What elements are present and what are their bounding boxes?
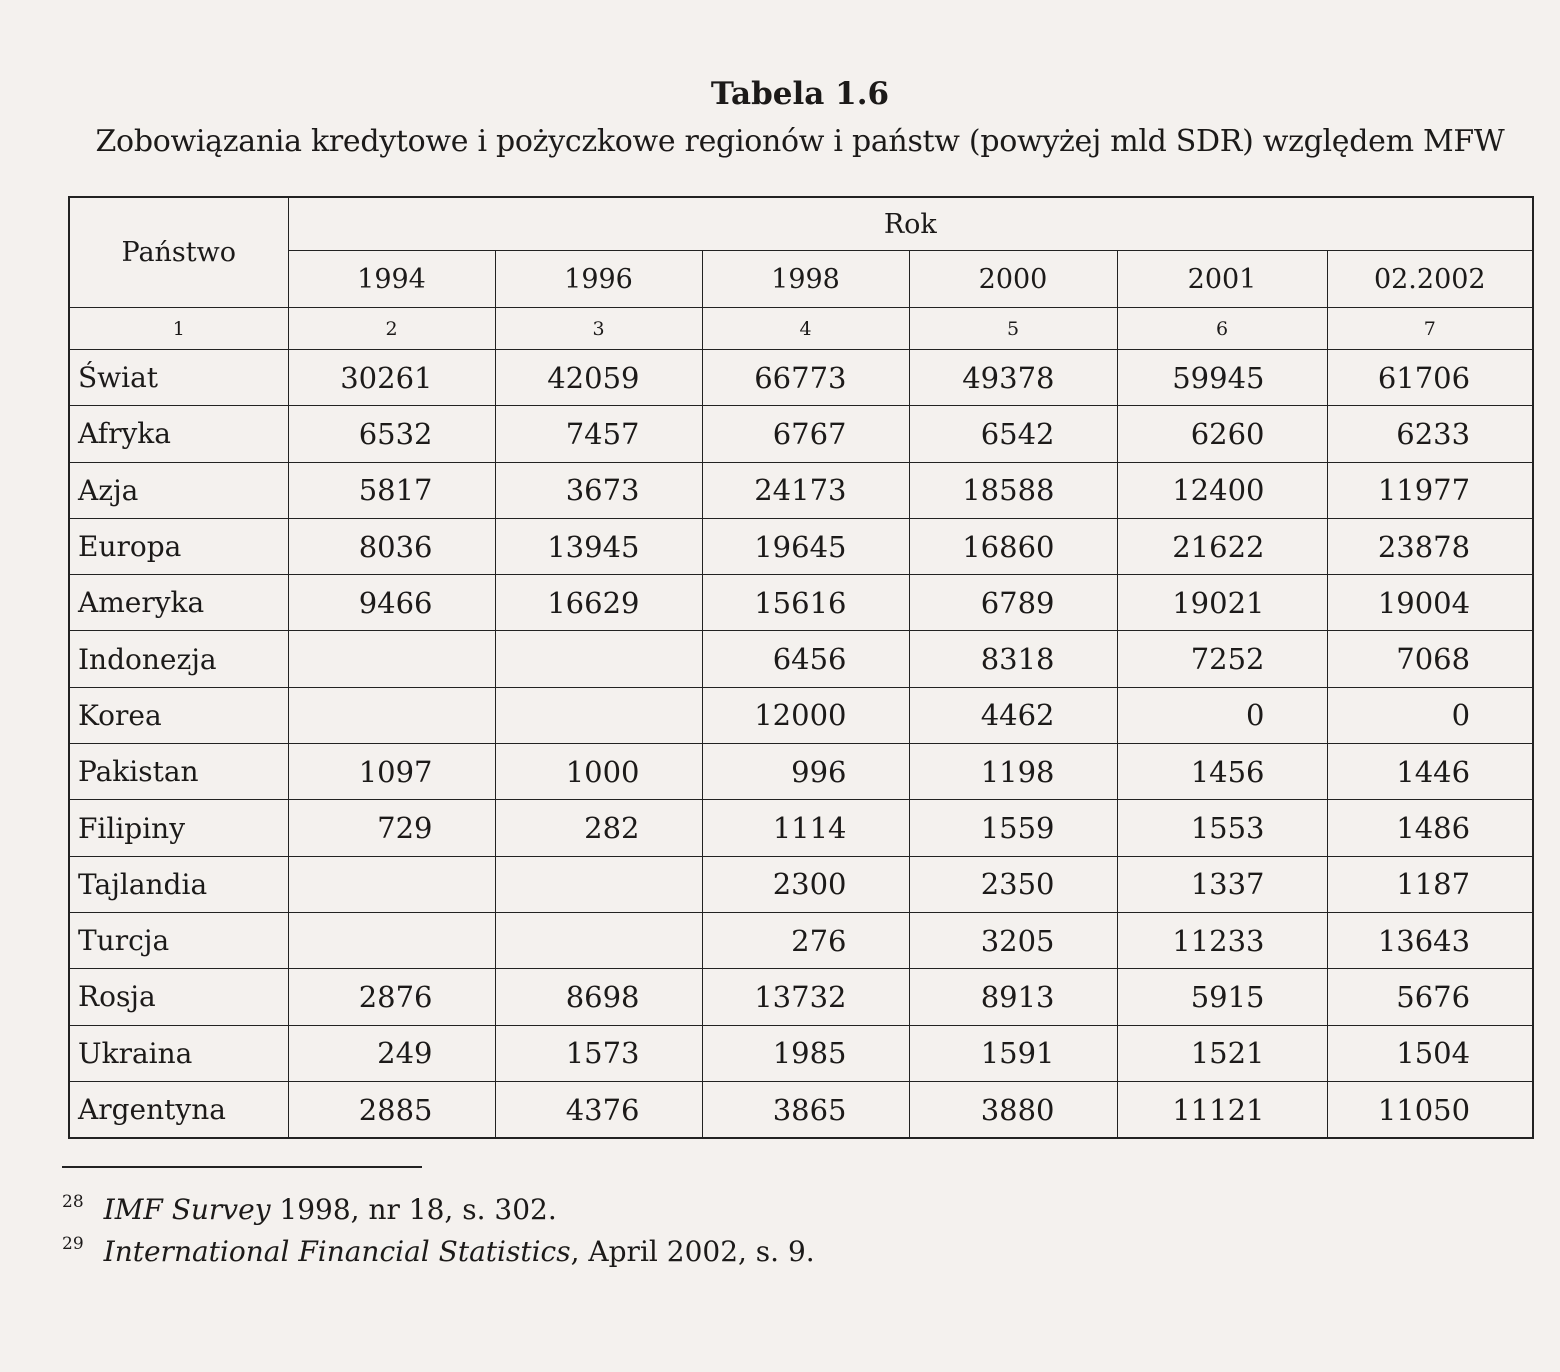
table-cell: 3880 [909, 1081, 1117, 1138]
table-cell: 1591 [909, 1025, 1117, 1081]
table-cell: 1559 [909, 800, 1117, 856]
table-cell: 15616 [702, 575, 909, 631]
table-cell: 1486 [1327, 800, 1533, 856]
table-cell: 61706 [1327, 350, 1533, 406]
table-cell: 42059 [495, 350, 702, 406]
column-number-row [69, 308, 1533, 350]
row-label: Filipiny [69, 800, 288, 856]
table-cell: 11121 [1117, 1081, 1327, 1138]
footnote-marker: 28 [62, 1192, 84, 1212]
table-cell: 8318 [909, 631, 1117, 687]
table-subtitle: Zobowiązania kredytowe i pożyczkowe regionów i państw (powyżej mld SDR) względem MFW [95, 124, 1505, 159]
table-cell: 1337 [1117, 856, 1327, 912]
table-row [69, 1081, 1533, 1138]
column-number: 4 [702, 308, 909, 350]
table-row [69, 800, 1533, 856]
table-row [69, 406, 1533, 462]
footnote-divider [62, 1166, 422, 1168]
table-cell: 59945 [1117, 350, 1327, 406]
year-header: 1998 [702, 251, 909, 308]
table-cell: 2300 [702, 856, 909, 912]
table-row [69, 744, 1533, 800]
row-label: Argentyna [69, 1081, 288, 1138]
year-header: 1996 [495, 251, 702, 308]
row-label: Korea [69, 687, 288, 743]
table-cell: 2876 [288, 969, 495, 1025]
column-number: 5 [909, 308, 1117, 350]
table-title: Tabela 1.6 [710, 76, 890, 112]
table-cell: 11050 [1327, 1081, 1533, 1138]
table-cell [495, 856, 702, 912]
table-cell: 30261 [288, 350, 495, 406]
table-cell: 1456 [1117, 744, 1327, 800]
table-cell: 1573 [495, 1025, 702, 1081]
table-cell: 249 [288, 1025, 495, 1081]
row-label: Europa [69, 518, 288, 574]
table-cell: 66773 [702, 350, 909, 406]
table-cell: 12000 [702, 687, 909, 743]
table-cell [495, 912, 702, 968]
year-group-header: Rok [288, 197, 1533, 251]
footnote [62, 1192, 557, 1226]
table-cell: 4462 [909, 687, 1117, 743]
table-cell: 13732 [702, 969, 909, 1025]
table-row [69, 1025, 1533, 1081]
table-cell: 5817 [288, 462, 495, 518]
row-label: Rosja [69, 969, 288, 1025]
table-cell: 1114 [702, 800, 909, 856]
table-cell: 13643 [1327, 912, 1533, 968]
table-cell: 1504 [1327, 1025, 1533, 1081]
table-cell [495, 631, 702, 687]
table-cell: 8698 [495, 969, 702, 1025]
row-label: Pakistan [69, 744, 288, 800]
row-label: Świat [69, 350, 288, 406]
table-cell [288, 856, 495, 912]
table-cell: 729 [288, 800, 495, 856]
table-row [69, 856, 1533, 912]
table-cell: 3865 [702, 1081, 909, 1138]
table-cell: 5676 [1327, 969, 1533, 1025]
footnote-marker: 29 [62, 1234, 84, 1254]
header-row-years [69, 251, 1533, 308]
table-row [69, 631, 1533, 687]
table-cell: 6233 [1327, 406, 1533, 462]
table-cell: 996 [702, 744, 909, 800]
table-row [69, 518, 1533, 574]
table-cell: 9466 [288, 575, 495, 631]
table-cell: 18588 [909, 462, 1117, 518]
table-cell: 3205 [909, 912, 1117, 968]
row-label: Azja [69, 462, 288, 518]
table-cell: 0 [1117, 687, 1327, 743]
table-row [69, 912, 1533, 968]
column-number: 7 [1327, 308, 1533, 350]
table-cell: 49378 [909, 350, 1117, 406]
table-cell: 7252 [1117, 631, 1327, 687]
table-cell: 11233 [1117, 912, 1327, 968]
table-cell: 13945 [495, 518, 702, 574]
table-cell: 23878 [1327, 518, 1533, 574]
table-cell: 1553 [1117, 800, 1327, 856]
table-cell: 5915 [1117, 969, 1327, 1025]
row-label: Turcja [69, 912, 288, 968]
table-cell: 4376 [495, 1081, 702, 1138]
table-cell: 19021 [1117, 575, 1327, 631]
table-row [69, 350, 1533, 406]
year-header: 1994 [288, 251, 495, 308]
table-cell: 6789 [909, 575, 1117, 631]
table-cell: 7068 [1327, 631, 1533, 687]
table-cell: 1187 [1327, 856, 1533, 912]
table-row [69, 969, 1533, 1025]
table-cell: 1446 [1327, 744, 1533, 800]
state-column-header: Państwo [69, 197, 288, 308]
table-cell: 12400 [1117, 462, 1327, 518]
table-cell [495, 687, 702, 743]
table-cell: 1521 [1117, 1025, 1327, 1081]
table-row [69, 575, 1533, 631]
table-cell: 1985 [702, 1025, 909, 1081]
row-label: Tajlandia [69, 856, 288, 912]
table-cell: 2885 [288, 1081, 495, 1138]
row-label: Indonezja [69, 631, 288, 687]
header-row-group [69, 197, 1533, 251]
table-cell: 6767 [702, 406, 909, 462]
table-cell [288, 631, 495, 687]
table-cell: 2350 [909, 856, 1117, 912]
footnote [62, 1234, 815, 1268]
table-cell: 11977 [1327, 462, 1533, 518]
table-cell: 6456 [702, 631, 909, 687]
footnote-text: , April 2002, s. 9. [570, 1235, 815, 1268]
column-number: 1 [69, 308, 288, 350]
table-cell: 3673 [495, 462, 702, 518]
table-cell: 16860 [909, 518, 1117, 574]
table-cell: 276 [702, 912, 909, 968]
table-cell: 1000 [495, 744, 702, 800]
table-cell: 7457 [495, 406, 702, 462]
table-cell: 8913 [909, 969, 1117, 1025]
table-cell: 8036 [288, 518, 495, 574]
table-cell: 19645 [702, 518, 909, 574]
table-cell [288, 912, 495, 968]
footnote-text: 1998, nr 18, s. 302. [270, 1193, 557, 1226]
table-row [69, 462, 1533, 518]
year-header: 02.2002 [1327, 251, 1533, 308]
column-number: 6 [1117, 308, 1327, 350]
table-cell: 1097 [288, 744, 495, 800]
table-cell: 21622 [1117, 518, 1327, 574]
year-header: 2000 [909, 251, 1117, 308]
column-number: 2 [288, 308, 495, 350]
table-cell: 6260 [1117, 406, 1327, 462]
table-cell: 24173 [702, 462, 909, 518]
table-cell: 6542 [909, 406, 1117, 462]
table-cell: 6532 [288, 406, 495, 462]
table-cell: 0 [1327, 687, 1533, 743]
row-label: Ukraina [69, 1025, 288, 1081]
column-number: 3 [495, 308, 702, 350]
year-header: 2001 [1117, 251, 1327, 308]
footnote-source: International Financial Statistics [103, 1235, 571, 1268]
row-label: Ameryka [69, 575, 288, 631]
row-label: Afryka [69, 406, 288, 462]
table-cell: 16629 [495, 575, 702, 631]
table-cell: 19004 [1327, 575, 1533, 631]
table-row [69, 687, 1533, 743]
table-cell: 282 [495, 800, 702, 856]
table-cell: 1198 [909, 744, 1117, 800]
data-table [68, 196, 1534, 1139]
table-cell [288, 687, 495, 743]
footnote-source: IMF Survey [103, 1193, 271, 1226]
